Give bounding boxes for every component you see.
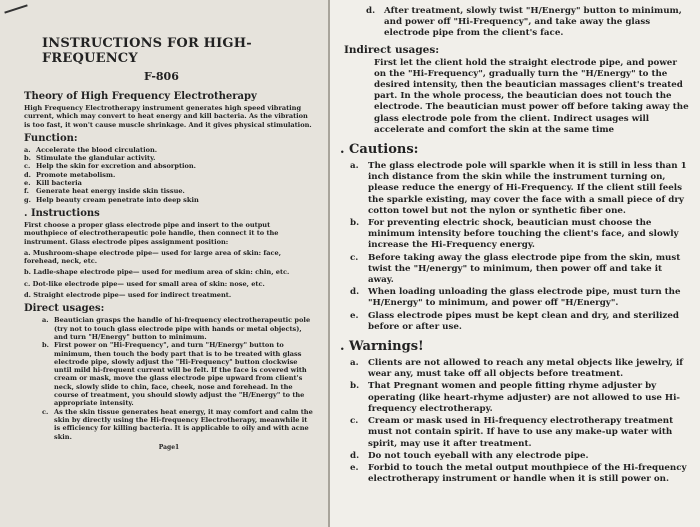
item-marker: a.	[350, 358, 359, 369]
item-text: Do not touch eyeball with any electrode pipe.	[368, 450, 589, 461]
item-text: Before taking away the glass electrode pipe from the skin, must twist the "H/energy" to minimum, then power off and take it away.	[368, 252, 681, 286]
direct-usages-heading: Direct usages:	[24, 303, 105, 315]
item-marker: d.	[350, 450, 360, 461]
instructions-text: First choose a proper glass electrode pipe and insert to the output mouthpiece of electrotherapeutic pole handle, then connect it to the instrument. Glass electrode pipes assignment position:	[24, 220, 279, 246]
item-marker: b.	[24, 154, 31, 163]
item-marker: c.	[24, 162, 31, 171]
item-marker: b.	[350, 218, 360, 229]
direct-usages-list	[42, 316, 314, 440]
item-text: Cream or mask used in Hi-frequency electrotherapy treatment must not contain spirit. If have to use any make-up water with spirit, may use it after treatment.	[368, 416, 674, 449]
item-text: As the skin tissue generates heat energy, it may comfort and calm the skin by directly using the Hi-frequency Electrotherapy, meanwhile it is efficiency for killing bacteria. It is applicable to oily and with acne skin.	[54, 407, 313, 441]
item-marker: f.	[24, 187, 29, 196]
item-text: Help the skin for excretion and absorption.	[36, 162, 196, 171]
list-item	[344, 161, 690, 217]
item-marker: e.	[350, 462, 359, 473]
item-text: After treatment, slowly twist "H/Energy" button to minimum, and power off "Hi-Frequency", and take away the glass electrode pipe from the client's face.	[384, 6, 682, 39]
warnings-heading: . Warnings!	[340, 339, 424, 355]
list-item	[24, 162, 314, 170]
list-item	[42, 316, 314, 341]
function-heading: Function:	[24, 132, 78, 144]
item-text: Generate heat energy inside skin tissue.	[36, 187, 185, 196]
warnings-list	[344, 358, 690, 485]
item-text: First power on "Hi-Frequency", and turn "H/Energy" button to minimum, then touch the body part that is to be treated with glass electrode pipe, slowly adjust the "Hi-Frequency" button clockwise until mild hi-frequent current will be felt. If the face is covered with cream or mask, move the glass electrode pipe upward from client's neck, slowly slide to chin, face, cheek, nose and forehead. In the course of treatment, you should slowly adjust the "H/Energy" to the appropriate intensity.	[54, 341, 307, 408]
pipe-item: d. Straight electrode pipe— used for indirect treatment.	[24, 291, 232, 300]
list-item	[42, 408, 314, 441]
page-number: Page1	[158, 443, 180, 451]
item-text: Help beauty cream penetrate into deep skin	[36, 195, 199, 204]
item-text: Promote metabolism.	[36, 170, 116, 179]
list-item	[344, 451, 690, 462]
list-item	[344, 463, 690, 485]
item-text: Forbid to touch the metal output mouthpiece of the Hi-frequency electrotherapy instrument or handle when it is still power on.	[368, 462, 687, 485]
pipe-item: b. Ladle-shape electrode pipe— used for medium area of skin: chin, etc.	[24, 268, 290, 277]
item-text: That Pregnant women and people fitting rhyme adjuster by operating (like heart-rhyme adjuster) are not allowed to use Hi-frequency electrotherapy.	[368, 381, 681, 414]
item-text: When loading unloading the glass electrode pipe, must turn the "H/Energy" to minimum, and power off "H/Energy".	[368, 287, 681, 309]
item-marker: a.	[350, 161, 359, 172]
item-marker: b.	[350, 381, 360, 392]
function-list	[24, 146, 314, 204]
list-item	[344, 253, 690, 287]
item-marker: d.	[350, 287, 360, 298]
cautions-heading: . Cautions:	[340, 142, 419, 158]
right-page	[330, 0, 700, 527]
item-text: The glass electrode pole will sparkle when it is still in less than 1 inch distance from the skin while the instrument turning on, please reduce the energy of Hi-Frequency. If the client still feels the sparkle existing, may cover the face with a small piece of dry cotton towel but not the nylon or synthetic fiber one.	[368, 161, 687, 216]
list-item	[24, 187, 314, 195]
item-marker: c.	[42, 407, 49, 416]
item-marker: c.	[350, 252, 359, 263]
document-title: INSTRUCTIONS FOR HIGH-FREQUENCY	[42, 36, 252, 66]
pen-mark	[4, 4, 27, 13]
list-item	[42, 341, 314, 407]
pipe-item: a. Mushroom-shape electrode pipe— used for large area of skin: face, forehead, neck, etc.	[24, 248, 281, 266]
instructions-heading: . Instructions	[24, 207, 100, 219]
item-marker: a.	[24, 145, 31, 154]
list-item	[344, 287, 690, 309]
list-item	[344, 416, 690, 450]
item-text: For preventing electric shock, beautician must choose the minimum intensity before touching the client's face, and slowly increase the Hi-Frequency energy.	[368, 218, 679, 251]
list-item	[344, 381, 690, 415]
item-text: Kill bacteria	[36, 179, 82, 188]
item-marker: e.	[24, 179, 31, 188]
list-item	[360, 6, 690, 40]
cautions-list	[344, 161, 690, 333]
item-marker: e.	[350, 310, 359, 321]
theory-text: High Frequency Electrotherapy instrument generates high speed vibrating current, which may convert to heat energy and kill bacteria. As the vibration is too fast, it won't cause muscle shrinkage. And it gives physical stimulation.	[24, 104, 312, 129]
list-item	[344, 311, 690, 333]
item-text: Clients are not allowed to reach any metal objects like jewelry, if wear any, must take off all objects before treatment.	[368, 358, 684, 380]
theory-heading: Theory of High Frequency Electrotherapy	[24, 91, 257, 102]
indirect-usages-heading: Indirect usages:	[344, 43, 440, 56]
item-marker: a.	[42, 316, 49, 325]
list-item	[24, 146, 314, 154]
pipe-item: c. Dot-like electrode pipe— used for small area of skin: nose, etc.	[24, 279, 265, 288]
item-marker: b.	[42, 341, 49, 350]
item-marker: d.	[366, 6, 376, 16]
list-item	[344, 358, 690, 380]
item-marker: c.	[350, 416, 359, 427]
item-text: Beautician grasps the handle of hi-frequency electrotherapeutic pole (try not to touch glass electrode pipe with hands or metal objects), and turn "H/Energy" button to minimum.	[54, 316, 311, 341]
item-marker: d.	[24, 170, 31, 179]
indirect-usages-text: First let the client hold the straight electrode pipe, and power on the "Hi-Frequency", gradually turn the "H/Energy" to the desired intensity, then the beautician massages client's treated part. In the whole process, the beautician does not touch the electrode. The beautician must power off before taking away the glass electrode pole from the client. Indirect usages will accelerate and comfort the skin at the same time	[374, 57, 689, 135]
item-text: Stimulate the glandular activity.	[36, 154, 156, 163]
list-item	[24, 171, 314, 179]
item-marker: g.	[24, 195, 31, 204]
model-number: F-806	[144, 70, 179, 83]
direct-usages-continued	[360, 6, 690, 40]
list-item	[24, 179, 314, 187]
list-item	[24, 196, 314, 204]
item-text: Glass electrode pipes must be kept clean and dry, and sterilized before or after use.	[368, 310, 679, 332]
list-item	[344, 218, 690, 252]
list-item	[24, 154, 314, 162]
item-text: Accelerate the blood circulation.	[36, 145, 158, 154]
left-page	[0, 0, 328, 527]
